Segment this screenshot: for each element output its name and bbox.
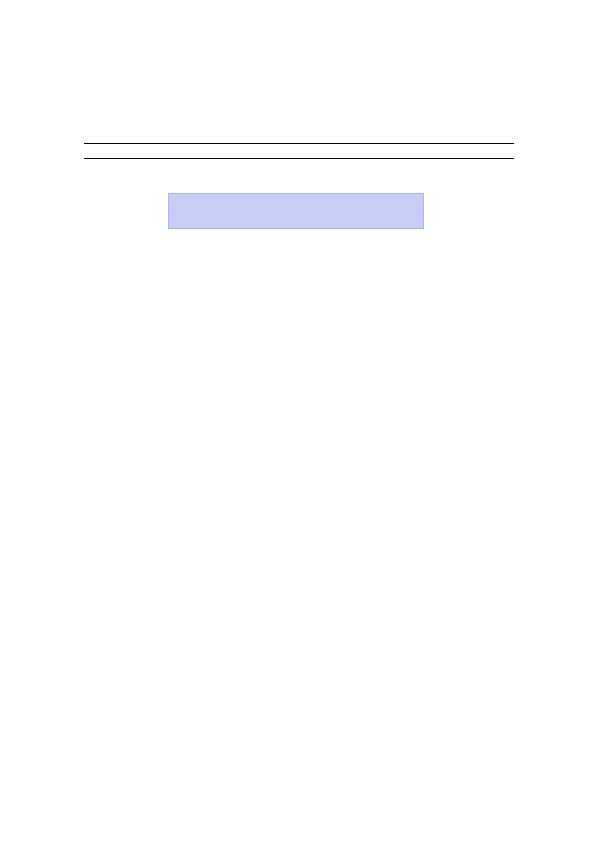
rule-line: [84, 143, 514, 144]
info-table: [168, 193, 424, 229]
rule-line: [84, 158, 514, 159]
